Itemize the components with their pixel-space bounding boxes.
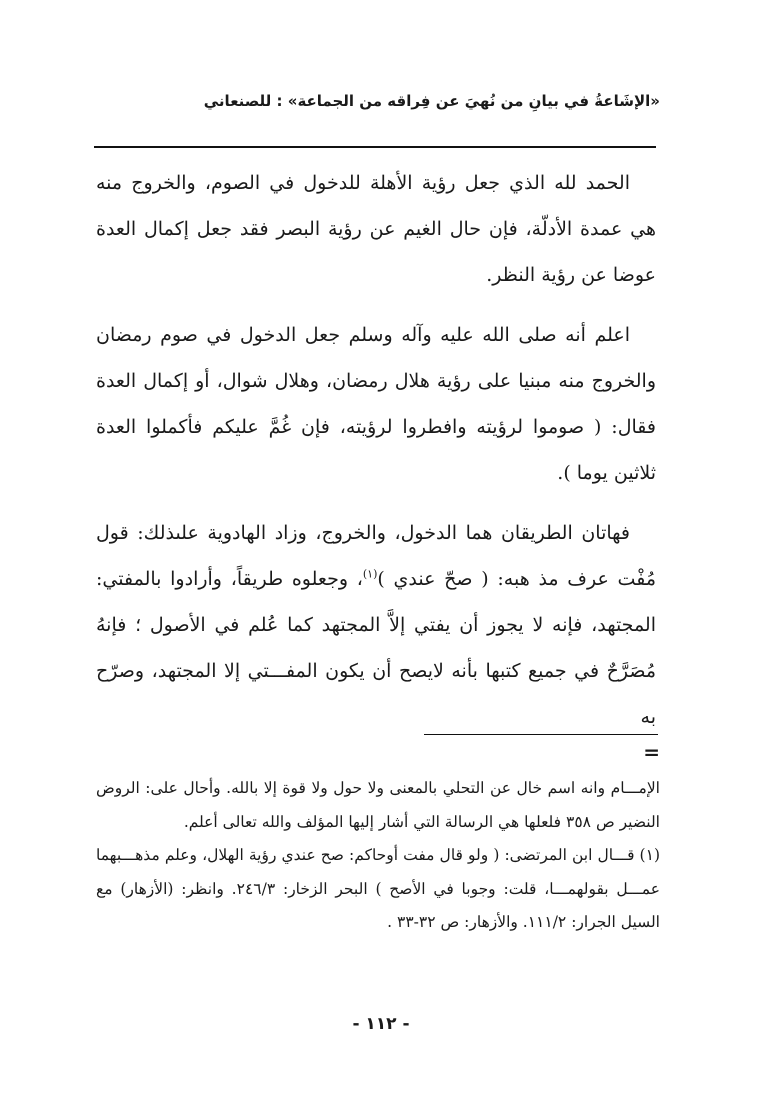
footnote-1: (١) قـــال ابن المرتضى: ( ولو قال مفت أوحاكم: صح عندي رؤية الهلال، وعلم مذهـــبهما عمـــل بقولهمـــا، قلت: وجوبا في الأصح ) البحر الزخار: ٢٤٦/٣. وانظر: (الأزهار) مع السيل الجرار: ١١١/٢. والأزهار: ص ٣٢-٣٣ . [96,846,660,931]
footnotes [96,772,660,940]
header-rule [94,146,656,148]
page-number: - ١١٢ - [352,1014,410,1034]
paragraph-2: اعلم أنه صلى الله عليه وآله وسلم جعل الدخول في صوم رمضان والخروج منه مبنيا على رؤية هلال رمضان، وهلال شوال، أو إكمال العدة فقال: ( صوموا لرؤيته وافطروا لرؤيته، فإن غُمَّ عليكم فأكملوا العدة ثلاثين يوما ). [96,324,656,484]
footnote-rule [424,734,658,735]
footnote-continuation: الإمـــام وانه اسم خال عن التحلي بالمعنى ولا حول ولا قوة إلا بالله. وأحال على: الروض النضير ص ٣٥٨ فلعلها هي الرسالة التي أشار إليها المؤلف والله تعالى أعلم. [96,779,660,831]
paragraph-3-text-before: فهاتان الطريقان هما الدخول، والخروج، وزاد الهادوية علىذلك: قول مُفْت عرف مذ هبه: ( صحّ عندي ) [96,522,656,590]
paragraph-3 [96,510,656,740]
paragraph-3-text-after: ، وجعلوه طريقاً، وأرادوا بالمفتي: المجتهد، فإنه لا يجوز أن يفتي إلاَّ المجتهد كما عُلم في الأصول ؛ فإنهُ مُصَرَّحٌ في جميع كتبها بأنه لايصح أن يكون المفـــتي إلا المجتهد، وصرّح به [96,568,656,728]
footnote-continuation-mark: = [643,740,660,764]
paragraph-1: الحمد لله الذي جعل رؤية الأهلة للدخول في الصوم، والخروج منه هي عمدة الأدلّة، فإن حال الغيم عن رؤية البصر فقد جعل إكمال العدة عوضا عن رؤية النظر. [96,172,656,286]
main-text [96,160,656,754]
footnote-reference: (١) [362,567,378,581]
running-header-title: «الإشَاعةُ في بيانِ من نُهيَ عن فِراقه من الجماعة» : للصنعاني [203,92,660,110]
running-header [100,86,660,116]
